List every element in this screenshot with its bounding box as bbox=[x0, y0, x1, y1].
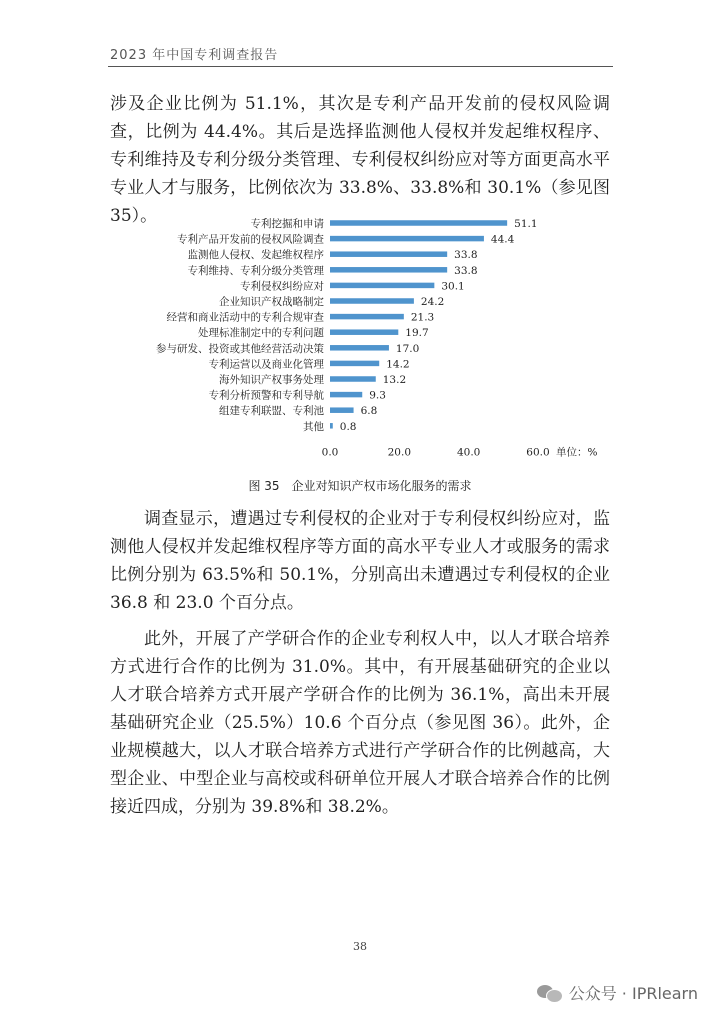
data-label: 13.2 bbox=[382, 374, 407, 386]
running-header: 2023 年中国专利调查报告 bbox=[110, 48, 279, 63]
category-label: 经营和商业活动中的专利合规审查 bbox=[166, 311, 324, 324]
tick-label: 0.0 bbox=[321, 446, 339, 459]
paragraph-2: 调查显示，遭遇过专利侵权的企业对于专利侵权纠纷应对，监测他人侵权并发起维权程序等方面的高水平专业人才或服务的需求比例分别为 63.5%和 50.1%，分别高出未遭遇过专利侵权的企业 36.8 和 23.0 个百分点。 bbox=[110, 509, 610, 613]
data-label: 6.8 bbox=[360, 405, 378, 418]
watermark-text: 公众号 · IPRlearn bbox=[568, 984, 698, 1003]
data-label: 33.8 bbox=[454, 249, 478, 262]
category-label: 专利维持、专利分级分类管理 bbox=[187, 264, 324, 277]
data-label: 30.1 bbox=[441, 280, 465, 293]
category-label: 专利侵权纠纷应对 bbox=[240, 280, 324, 293]
header-divider bbox=[108, 66, 613, 67]
bar bbox=[330, 283, 434, 289]
bar bbox=[330, 329, 398, 335]
paragraph-1: 涉及企业比例为 51.1%，其次是专利产品开发前的侵权风险调查，比例为 44.4%。其后是选择监测他人侵权并发起维权程序、专利维持及专利分级分类管理、专利侵权纠纷应对等方面更高水平专业人才与服务，比例依次为 33.8%、33.8%和 30.1%（参见图 35）。 bbox=[110, 94, 610, 226]
category-label: 专利挖掘和申请 bbox=[250, 218, 324, 230]
bar bbox=[330, 407, 354, 413]
bar bbox=[330, 314, 404, 320]
data-label: 24.2 bbox=[420, 296, 445, 308]
category-label: 海外知识产权事务处理 bbox=[219, 374, 324, 386]
bar bbox=[330, 376, 376, 382]
data-label: 44.4 bbox=[490, 233, 515, 246]
data-label: 14.2 bbox=[386, 358, 410, 371]
category-label: 企业知识产权战略制定 bbox=[219, 296, 324, 308]
bar bbox=[330, 345, 389, 351]
bar bbox=[330, 361, 379, 367]
category-label: 处理标准制定中的专利问题 bbox=[198, 327, 324, 340]
data-label: 0.8 bbox=[339, 420, 357, 433]
data-label: 21.3 bbox=[410, 311, 435, 324]
category-label: 专利运营以及商业化管理 bbox=[208, 358, 324, 371]
unit-label: 单位：% bbox=[556, 446, 598, 459]
category-label: 其他 bbox=[303, 420, 324, 433]
watermark bbox=[537, 981, 698, 1004]
category-label: 专利分析预警和专利导航 bbox=[208, 389, 324, 402]
category-label: 专利产品开发前的侵权风险调查 bbox=[177, 233, 324, 246]
data-label: 33.8 bbox=[454, 264, 478, 277]
wechat-icon bbox=[537, 983, 563, 1003]
category-label: 组建专利联盟、专利池 bbox=[219, 405, 324, 418]
paragraph-3: 此外，开展了产学研合作的企业专利权人中，以人才联合培养方式进行合作的比例为 31.0%。其中，有开展基础研究的企业以人才联合培养方式开展产学研合作的比例为 36.1%，高出未开展基础研究企业（25.5%）10.6 个百分点（参见图 36）。此外，企业规模越大，以人才联合培养方式进行产学研合作的比例越高，大型企业、中型企业与高校或科研单位开展人才联合培养合作的比例接近四成，分别为 39.8%和 38.2%。 bbox=[110, 629, 610, 817]
data-label: 17.0 bbox=[395, 342, 420, 355]
figure-caption: 图 35 企业对知识产权市场化服务的需求 bbox=[248, 479, 472, 493]
bar bbox=[330, 392, 362, 398]
bar bbox=[330, 423, 333, 429]
tick-label: 40.0 bbox=[456, 446, 481, 459]
tick-label: 60.0 bbox=[526, 446, 550, 459]
category-label: 监测他人侵权、发起维权程序 bbox=[187, 249, 324, 262]
data-label: 9.3 bbox=[369, 389, 386, 402]
bar bbox=[330, 220, 507, 226]
tick-label: 20.0 bbox=[387, 446, 412, 459]
bar bbox=[330, 298, 414, 304]
page-number: 38 bbox=[353, 940, 367, 953]
data-label: 51.1 bbox=[514, 218, 538, 230]
bar bbox=[330, 267, 447, 273]
category-label: 参与研发、投资或其他经营活动决策 bbox=[156, 342, 324, 355]
data-label: 19.7 bbox=[405, 327, 429, 340]
bar bbox=[330, 251, 447, 257]
bar-chart bbox=[0, 215, 720, 465]
bar bbox=[330, 236, 484, 242]
